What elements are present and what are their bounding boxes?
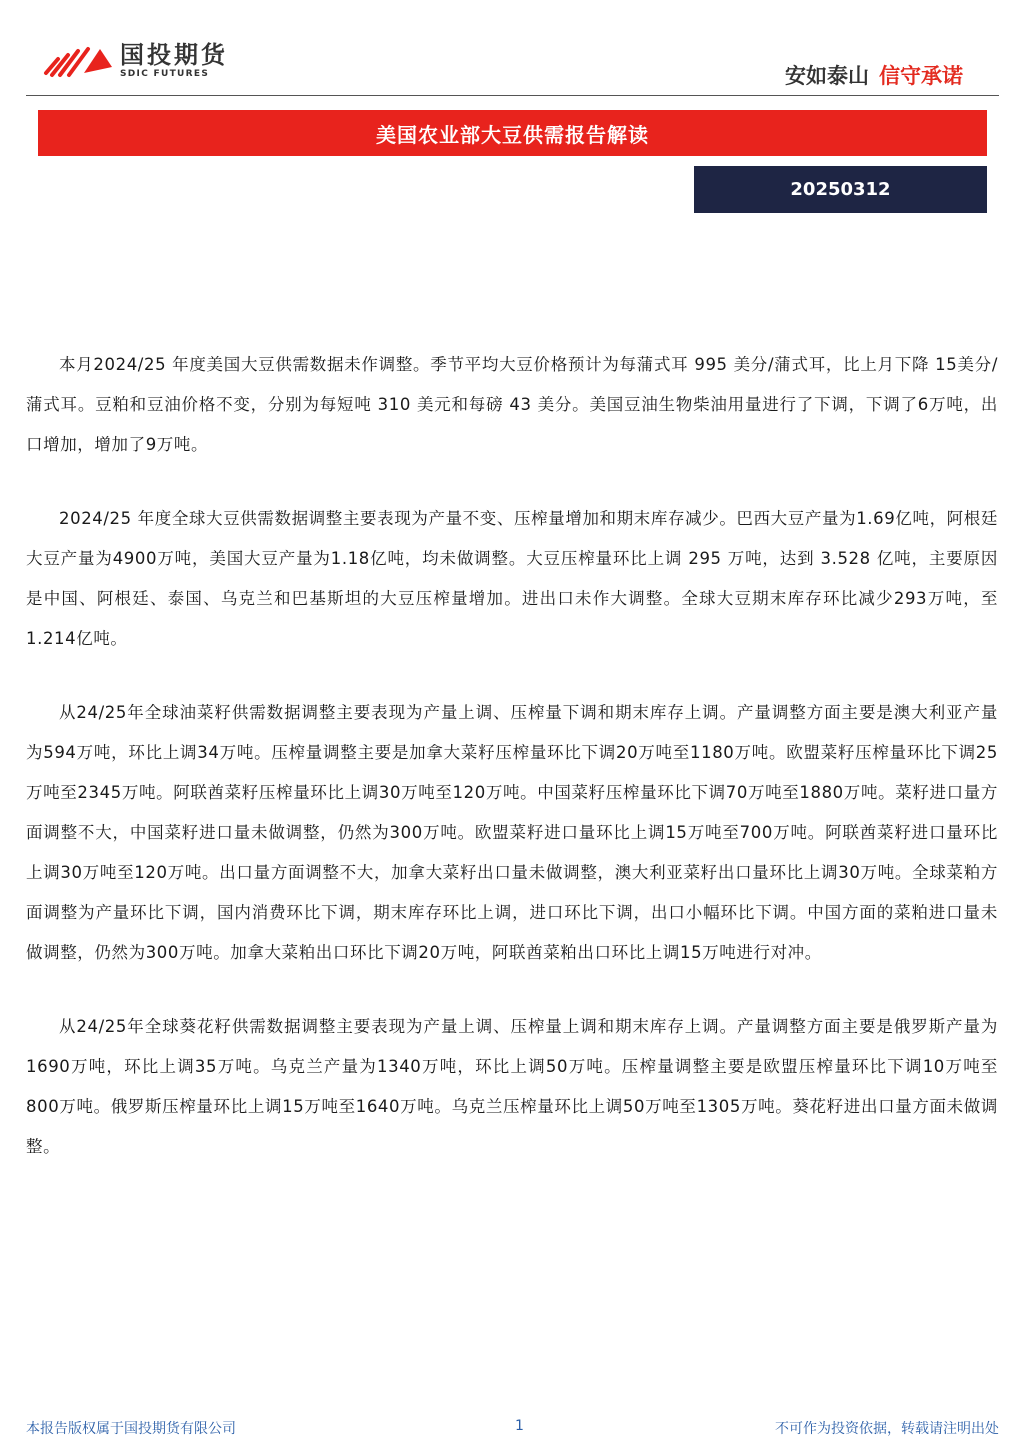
logo-english-name: SDIC FUTURES	[120, 69, 210, 79]
report-title: 美国农业部大豆供需报告解读	[38, 110, 987, 156]
slogan-part-2: 信守承诺	[879, 64, 963, 88]
logo-chinese-name: 国投期货	[120, 41, 228, 69]
report-date: 20250312	[694, 166, 987, 213]
report-body	[26, 345, 998, 1201]
footer-copyright: 本报告版权属于国投期货有限公司	[26, 1421, 236, 1437]
paragraph-global-soybean: 2024/25 年度全球大豆供需数据调整主要表现为产量不变、压榨量增加和期末库存减少。巴西大豆产量为1.69亿吨，阿根廷大豆产量为4900万吨，美国大豆产量为1.18亿吨，均未做调整。大豆压榨量环比上调 295 万吨，达到 3.528 亿吨，主要原因是中国、阿根廷、泰国、乌克兰和巴基斯坦的大豆压榨量增加。进出口未作大调整。全球大豆期末库存环比减少293万吨，至1.214亿吨。	[26, 509, 998, 648]
slogan-part-1: 安如泰山	[785, 64, 869, 88]
paragraph-rapeseed: 从24/25年全球油菜籽供需数据调整主要表现为产量上调、压榨量下调和期末库存上调。产量调整方面主要是澳大利亚产量为594万吨，环比上调34万吨。压榨量调整主要是加拿大菜籽压榨量环比下调20万吨至1180万吨。欧盟菜籽压榨量环比下调25万吨至2345万吨。阿联酋菜籽压榨量环比上调30万吨至120万吨。中国菜籽压榨量环比下调70万吨至1880万吨。菜籽进口量方面调整不大，中国菜籽进口量未做调整，仍然为300万吨。欧盟菜籽进口量环比上调15万吨至700万吨。阿联酋菜籽进口量环比上调30万吨至120万吨。出口量方面调整不大，加拿大菜籽出口量未做调整，澳大利亚菜籽出口量环比上调30万吨。全球菜粕方面调整为产量环比下调，国内消费环比下调，期末库存环比上调，进口环比下调，出口小幅环比下调。中国方面的菜粕进口量未做调整，仍然为300万吨。加拿大菜粕出口环比下调20万吨，阿联酋菜粕出口环比上调15万吨进行对冲。	[26, 703, 998, 962]
header-slogan	[785, 60, 963, 90]
page-footer	[26, 1418, 999, 1440]
logo-mark-icon	[42, 43, 114, 79]
company-logo	[42, 42, 228, 80]
paragraph-sunflower: 从24/25年全球葵花籽供需数据调整主要表现为产量上调、压榨量上调和期末库存上调。产量调整方面主要是俄罗斯产量为1690万吨，环比上调35万吨。乌克兰产量为1340万吨，环比上调50万吨。压榨量调整主要是欧盟压榨量环比下调10万吨至800万吨。俄罗斯压榨量环比上调15万吨至1640万吨。乌克兰压榨量环比上调50万吨至1305万吨。葵花籽进出口量方面未做调整。	[26, 1017, 998, 1156]
footer-disclaimer: 不可作为投资依据，转载请注明出处	[775, 1421, 999, 1437]
page-number: 1	[515, 1418, 524, 1434]
paragraph-us-soybean: 本月2024/25 年度美国大豆供需数据未作调整。季节平均大豆价格预计为每蒲式耳 995 美分/蒲式耳，比上月下降 15美分/蒲式耳。豆粕和豆油价格不变，分别为每短吨 310 美元和每磅 43 美分。美国豆油生物柴油用量进行了下调，下调了6万吨，出口增加，增加了9万吨。	[26, 355, 998, 454]
header-divider	[26, 95, 999, 96]
